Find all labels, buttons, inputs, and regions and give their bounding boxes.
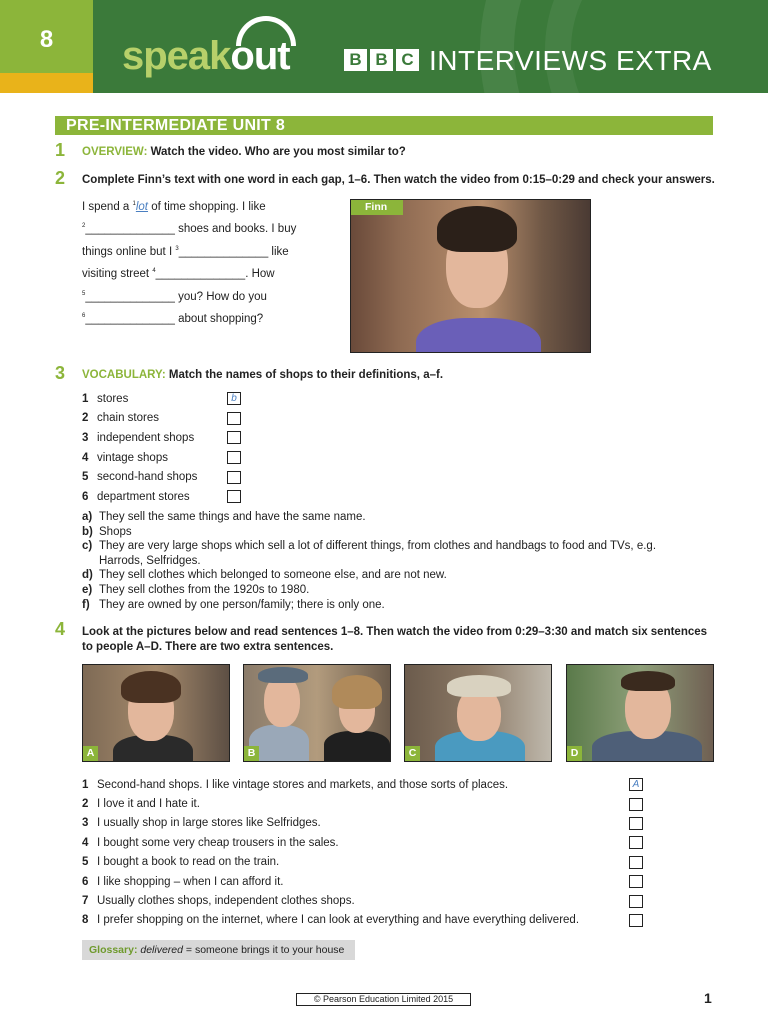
gap-blank-5[interactable]: ______________ you? How do you (85, 290, 267, 303)
unit-number: 8 (39, 26, 54, 53)
gap-line-1 (82, 195, 342, 217)
bbc-letter: C (396, 49, 419, 71)
finn-gap-text (82, 195, 342, 330)
picture-label: A (83, 746, 98, 761)
answer-box[interactable]: b (227, 392, 241, 405)
item-text: chain stores (97, 412, 160, 425)
person-hair (621, 671, 675, 691)
answer-box[interactable] (629, 875, 643, 888)
sentences-list (82, 775, 647, 930)
gap-text: of time shopping. I like (148, 200, 266, 213)
glossary-box (82, 940, 355, 960)
answer-box[interactable] (629, 895, 643, 908)
question-3-label: VOCABULARY: (82, 369, 166, 381)
definition-letter: e) (82, 583, 93, 596)
person-hair (121, 671, 181, 703)
finn-hair (437, 206, 517, 252)
item-number: 5 (82, 471, 89, 484)
question-4-line-2: to people A–D. There are two extra sentences. (82, 640, 334, 653)
logo-out: out (230, 34, 290, 78)
sentence-text: I love it and I hate it. (97, 798, 200, 811)
sentence-text: I prefer shopping on the internet, where I can look at everything and have everything delivered. (97, 914, 580, 927)
item-text: second-hand shops (97, 471, 198, 484)
gap-number: 2 (82, 223, 86, 230)
list-item (82, 487, 241, 507)
unit-title-bar: PRE-INTERMEDIATE UNIT 8 (55, 116, 713, 135)
unit-number-box (0, 0, 93, 93)
definition-text: Shops (99, 525, 132, 538)
finn-photo (350, 199, 591, 353)
definitions-list (82, 510, 702, 612)
sentence-text: Second-hand shops. I like vintage stores and markets, and those sorts of places. (97, 778, 509, 791)
logo-speak: speak (122, 34, 231, 78)
gap-line-4 (82, 262, 342, 284)
definition-text: They sell the same things and have the same name. (99, 511, 366, 523)
definition-text: They are very large shops which sell a lot of different things, from clothes and handbags to food and TVs, e.g. (99, 540, 657, 553)
page-header (0, 0, 768, 93)
sentence-text: I bought some very cheap trousers in the sales. (97, 836, 339, 849)
answer-box[interactable] (629, 817, 643, 830)
question-2-text: Complete Finn’s text with one word in each gap, 1–6. Then watch the video from 0:15–0:29 and check your answers. (82, 174, 715, 186)
person-photo-d (566, 664, 714, 762)
item-text: stores (97, 392, 129, 405)
definition (82, 510, 702, 525)
copyright-footer: © Pearson Education Limited 2015 (296, 993, 471, 1006)
speakout-logo (122, 34, 290, 79)
definition (82, 568, 702, 583)
answer-box[interactable] (227, 412, 241, 425)
definition-text: They are owned by one person/family; there is only one. (99, 598, 385, 611)
definition-letter: b) (82, 525, 93, 538)
definition (82, 598, 702, 613)
gap-text: visiting street (82, 268, 153, 281)
person-hat (258, 667, 308, 683)
sentence-text: I usually shop in large stores like Selfridges. (97, 817, 321, 830)
definition (82, 539, 702, 554)
question-1-text (82, 146, 406, 158)
item-text: department stores (97, 490, 190, 503)
item-number: 4 (82, 451, 89, 464)
definition-letter: a) (82, 511, 93, 523)
question-4-text (82, 625, 707, 654)
sentence-number: 4 (82, 836, 89, 849)
question-3-instruction: Match the names of shops to their definitions, a–f. (165, 369, 444, 381)
list-item (82, 775, 647, 794)
sentence-number: 2 (82, 798, 89, 811)
header-title: INTERVIEWS EXTRA (429, 45, 712, 76)
definition (82, 525, 702, 540)
item-text: independent shops (97, 431, 195, 444)
list-item (82, 911, 647, 930)
gap-line-2 (82, 217, 342, 239)
list-item (82, 448, 241, 468)
picture-label: D (567, 746, 582, 761)
sentence-number: 3 (82, 817, 89, 830)
bbc-letter: B (370, 49, 393, 71)
question-1-label: OVERVIEW: (82, 146, 148, 158)
gap-number: 6 (82, 313, 86, 320)
glossary-definition: = someone brings it to your house (183, 944, 345, 956)
finn-label: Finn (351, 200, 403, 215)
list-item (82, 467, 241, 487)
gap-blank-6[interactable]: ______________ about shopping? (85, 312, 264, 325)
definition-continuation: Harrods, Selfridges. (99, 554, 201, 567)
gap-line-5 (82, 285, 342, 307)
list-item (82, 891, 647, 910)
answer-box[interactable] (227, 490, 241, 503)
person-photo-b (243, 664, 391, 762)
gap-number: 3 (175, 245, 179, 252)
definition-letter: c) (82, 540, 93, 553)
gap-line-6 (82, 307, 342, 329)
answer-box[interactable] (227, 471, 241, 484)
page-number: 1 (704, 990, 712, 1006)
finn-shirt (416, 318, 541, 353)
person-body (324, 731, 390, 762)
glossary-word: delivered (140, 944, 183, 956)
picture-label: C (405, 746, 420, 761)
answer-box[interactable] (629, 914, 643, 927)
question-number-3: 3 (55, 363, 66, 383)
question-number-2: 2 (55, 168, 66, 188)
definition-letter: d) (82, 569, 93, 582)
answer-box[interactable] (629, 856, 643, 869)
person-hair (332, 675, 382, 709)
gap-number: 1 (132, 201, 136, 207)
gap-text: I spend a (82, 200, 133, 213)
gap-answer-1[interactable]: lot (135, 200, 149, 213)
question-4-line-1: Look at the pictures below and read sentences 1–8. Then watch the video from 0:29–3:30 and match six sentences (82, 626, 708, 638)
answer-box[interactable] (629, 798, 643, 811)
sentence-number: 1 (82, 778, 89, 791)
definition-letter: f) (82, 598, 90, 611)
list-item (82, 814, 647, 833)
list-item (82, 428, 241, 448)
definition-text: They sell clothes from the 1920s to 1980. (99, 583, 310, 596)
answer-box[interactable] (629, 836, 643, 849)
answer-box[interactable] (227, 431, 241, 444)
gap-line-3 (82, 240, 342, 262)
answer-box[interactable]: A (629, 778, 643, 791)
question-1-instruction: Watch the video. Who are you most similar to? (147, 146, 406, 158)
sentence-text: I like shopping – when I can afford it. (97, 875, 284, 888)
gap-number: 4 (152, 268, 156, 275)
bbc-logo (344, 49, 419, 71)
item-number: 1 (82, 392, 89, 405)
sentence-text: I bought a book to read on the train. (97, 856, 280, 869)
question-number-4: 4 (55, 619, 66, 639)
definition-text: They sell clothes which belonged to someone else, and are not new. (99, 569, 447, 582)
picture-label: B (244, 746, 259, 761)
list-item (82, 853, 647, 872)
sentence-text: Usually clothes shops, independent clothes shops. (97, 895, 355, 908)
answer-box[interactable] (227, 451, 241, 464)
gap-blank-2[interactable]: ______________ shoes and books. I buy (85, 223, 297, 236)
glossary-label: Glossary: (89, 944, 138, 956)
item-text: vintage shops (97, 451, 168, 464)
item-number: 6 (82, 490, 89, 503)
unit-accent-bar (0, 73, 93, 93)
vocab-list (82, 389, 241, 507)
list-item (82, 833, 647, 852)
gap-text: things online but I (82, 245, 176, 258)
gap-blank-4[interactable]: ______________. How (155, 268, 275, 281)
gap-number: 5 (82, 290, 86, 297)
sentence-number: 7 (82, 895, 89, 908)
definition (82, 583, 702, 598)
sentence-number: 8 (82, 914, 89, 927)
list-item (82, 872, 647, 891)
person-photo-c (404, 664, 552, 762)
bbc-letter: B (344, 49, 367, 71)
person-hat (447, 675, 511, 697)
list-item (82, 794, 647, 813)
sentence-number: 6 (82, 875, 89, 888)
question-3-text (82, 369, 443, 381)
list-item (82, 409, 241, 429)
gap-blank-3[interactable]: ______________ like (178, 245, 289, 258)
item-number: 3 (82, 431, 89, 444)
sentence-number: 5 (82, 856, 89, 869)
question-number-1: 1 (55, 140, 66, 160)
person-photo-a (82, 664, 230, 762)
list-item (82, 389, 241, 409)
item-number: 2 (82, 412, 89, 425)
